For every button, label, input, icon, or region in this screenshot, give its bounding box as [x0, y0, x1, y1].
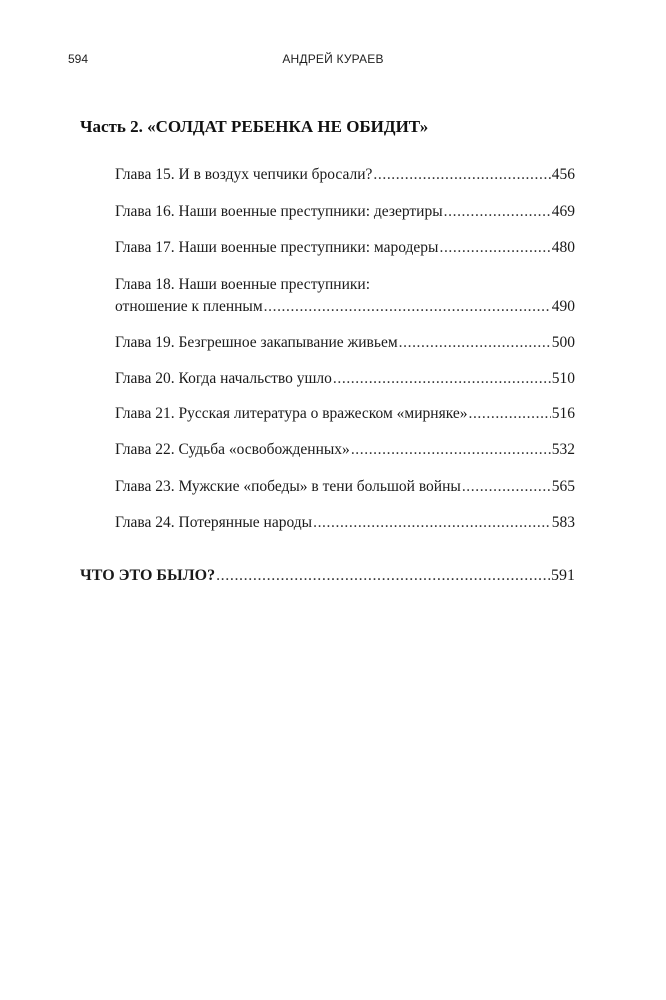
dot-leader [264, 297, 551, 316]
toc-entry-page: 500 [551, 334, 575, 351]
toc-entry [115, 513, 575, 532]
toc-entry-page: 565 [551, 478, 575, 495]
toc-entry [115, 440, 575, 459]
toc-entry-title: Глава 20. Когда начальство ушло [115, 370, 332, 387]
toc-entry-page: 532 [551, 441, 575, 458]
toc-entry-title: Глава 15. И в воздух чепчики бросали? [115, 166, 373, 183]
toc-entry [115, 275, 575, 316]
toc-entry [115, 477, 575, 496]
toc-final-entry [80, 566, 575, 586]
toc-final-title: ЧТО ЭТО БЫЛО? [80, 567, 216, 584]
toc-entry-page: 469 [551, 203, 575, 220]
toc-entry-page: 516 [551, 405, 575, 422]
toc-entry-title: отношение к пленным [115, 298, 263, 315]
toc-entry-title: Глава 22. Судьба «освобожденных» [115, 441, 350, 458]
toc-entry-page: 490 [551, 298, 575, 315]
toc-entry [115, 165, 575, 184]
dot-leader [373, 165, 550, 184]
page-number: 594 [68, 52, 89, 66]
dot-leader [399, 333, 551, 352]
toc-entry-title: Глава 17. Наши военные преступники: мародеры [115, 239, 439, 256]
toc-entry-title: Глава 19. Безгрешное закапывание живьем [115, 334, 398, 351]
toc-entry [115, 238, 575, 257]
dot-leader [333, 369, 551, 388]
toc-entry [115, 404, 575, 423]
running-header [68, 52, 598, 70]
toc-final-page: 591 [551, 567, 575, 584]
toc-entry-page: 583 [551, 514, 575, 531]
toc-entry-title: Глава 24. Потерянные народы [115, 514, 313, 531]
dot-leader [439, 238, 550, 257]
toc-entry [115, 202, 575, 221]
toc-entry-title: Глава 23. Мужские «победы» в тени большой войны [115, 478, 461, 495]
dot-leader [313, 513, 551, 532]
dot-leader [444, 202, 551, 221]
dot-leader [462, 477, 551, 496]
toc-entry-title-line1: Глава 18. Наши военные преступники: [115, 276, 371, 293]
toc-entry-page: 510 [551, 370, 575, 387]
toc-entry-title: Глава 16. Наши военные преступники: дезертиры [115, 203, 443, 220]
dot-leader [351, 440, 551, 459]
toc-entry [115, 369, 575, 388]
running-title: АНДРЕЙ КУРАЕВ [282, 52, 384, 66]
dot-leader [216, 566, 550, 586]
toc-entry-page: 456 [551, 166, 575, 183]
toc-entry [115, 333, 575, 352]
part-heading: Часть 2. «СОЛДАТ РЕБЕНКА НЕ ОБИДИТ» [80, 117, 429, 136]
toc-entry-title: Глава 21. Русская литература о вражеском «мирняке» [115, 405, 468, 422]
dot-leader [468, 404, 550, 423]
toc-entry-page: 480 [551, 239, 575, 256]
